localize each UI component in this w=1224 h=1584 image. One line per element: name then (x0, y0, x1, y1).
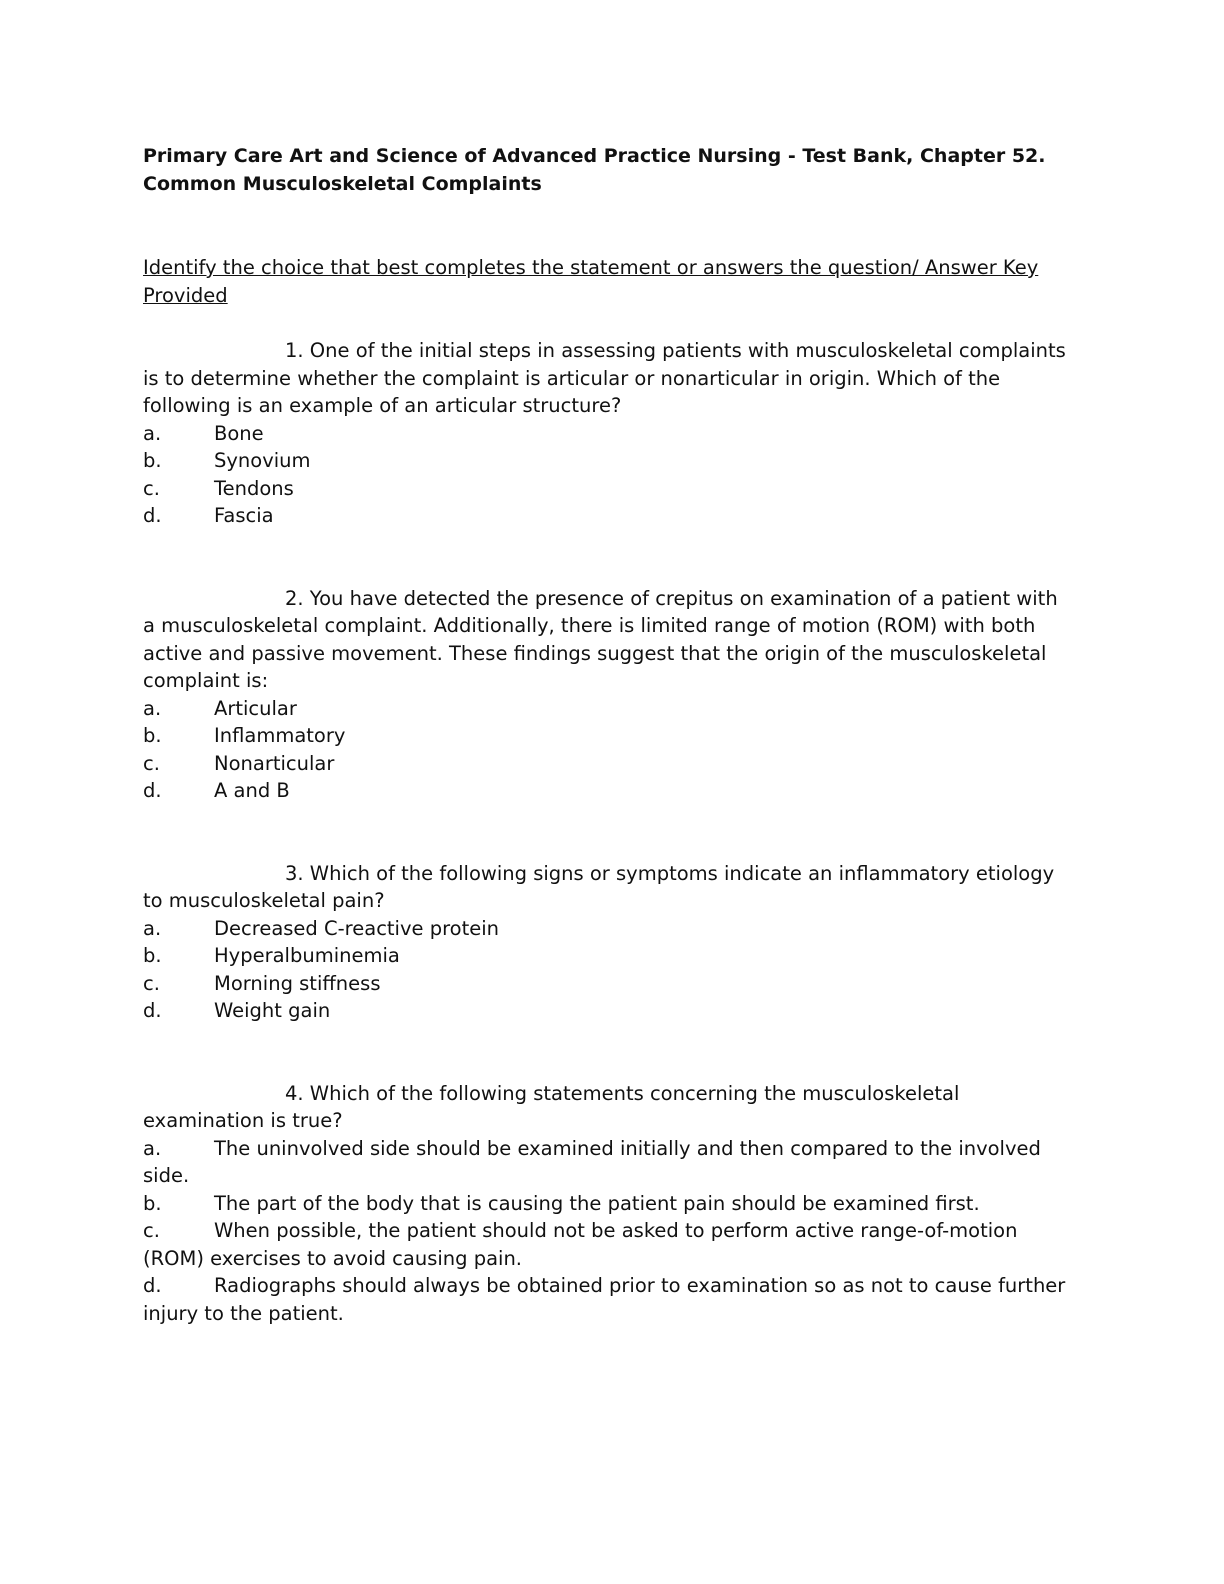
option-text: Weight gain (214, 999, 331, 1022)
option-letter: a. (143, 1136, 162, 1160)
question-stem: 1. One of the initial steps in assessing patients with musculoskeletal complaints is to determine whether the complaint is articular or nonarticular in origin. Which of the following is an example of an articular structure? (143, 339, 1066, 417)
question-1 (143, 337, 1067, 530)
answer-option (143, 1190, 1067, 1218)
question-4 (143, 1080, 1067, 1328)
answer-option (143, 447, 1067, 475)
option-text: Synovium (214, 449, 311, 472)
option-letter: c. (143, 971, 160, 995)
answer-option (143, 420, 1067, 448)
option-letter: c. (143, 476, 160, 500)
question-stem: 3. Which of the following signs or symptoms indicate an inflammatory etiology to musculoskeletal pain? (143, 861, 1055, 912)
answer-option (143, 970, 1067, 998)
option-letter: a. (143, 916, 162, 940)
option-text: Inflammatory (214, 724, 346, 747)
option-letter: d. (143, 999, 162, 1022)
answer-option (143, 915, 1067, 943)
instructions: Identify the choice that best completes the statement or answers the question/ Answer Key Provided (143, 256, 1039, 307)
option-text: Morning stiffness (214, 971, 381, 995)
option-letter: d. (143, 1274, 162, 1297)
option-text: When possible, the patient should not be asked to perform active range-of-motion (ROM) exercises to avoid causing pain. (143, 1219, 1018, 1270)
option-letter: b. (143, 724, 162, 747)
option-text: Nonarticular (214, 751, 335, 775)
answer-option (143, 997, 1067, 1025)
option-letter: b. (143, 1191, 162, 1215)
option-text: A and B (214, 779, 290, 802)
title-line-2: Common Musculoskeletal Complaints (143, 173, 542, 195)
answer-option (143, 1217, 1067, 1272)
title-line-1: Primary Care Art and Science of Advanced Practice Nursing - Test Bank, Chapter 52. (143, 145, 1046, 167)
answer-option (143, 942, 1067, 970)
option-letter: d. (143, 779, 162, 802)
question-stem: 4. Which of the following statements concerning the musculoskeletal examination is true? (143, 1081, 960, 1132)
answer-option (143, 475, 1067, 503)
answer-option (143, 1272, 1067, 1327)
option-text: The part of the body that is causing the patient pain should be examined first. (214, 1191, 980, 1215)
answer-option (143, 722, 1067, 750)
option-text: Bone (214, 421, 264, 445)
question-2 (143, 585, 1067, 805)
option-letter: c. (143, 751, 160, 775)
question-3 (143, 860, 1067, 1025)
option-text: The uninvolved side should be examined initially and then compared to the involved side. (143, 1136, 1041, 1187)
option-letter: b. (143, 944, 162, 967)
option-text: Articular (214, 696, 297, 720)
answer-option (143, 1135, 1067, 1190)
option-letter: d. (143, 504, 162, 527)
option-text: Decreased C-reactive protein (214, 916, 500, 940)
option-letter: a. (143, 696, 162, 720)
answer-option (143, 695, 1067, 723)
answer-option (143, 750, 1067, 778)
option-text: Tendons (214, 476, 294, 500)
option-text: Fascia (214, 504, 274, 527)
option-letter: b. (143, 449, 162, 472)
answer-option (143, 502, 1067, 530)
document-title (143, 142, 1067, 198)
question-stem: 2. You have detected the presence of crepitus on examination of a patient with a musculoskeletal complaint. Additionally, there is limited range of motion (ROM) with both active and passive movement. These findings suggest that the origin of the musculoskeletal complaint is: (143, 586, 1058, 692)
option-text: Radiographs should always be obtained prior to examination so as not to cause further injury to the patient. (143, 1274, 1066, 1325)
option-letter: a. (143, 421, 162, 445)
document-page (143, 142, 1067, 1327)
option-text: Hyperalbuminemia (214, 944, 400, 967)
option-letter: c. (143, 1219, 160, 1242)
answer-option (143, 777, 1067, 805)
